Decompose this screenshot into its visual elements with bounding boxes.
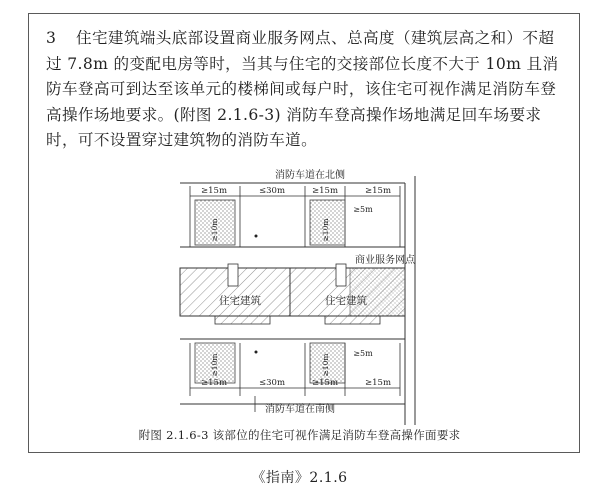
building-label-2: 住宅建筑: [325, 295, 367, 307]
dim-15m-bottom-3: ≥15m: [365, 378, 391, 388]
dim-10m-nw: ≥10m: [210, 218, 219, 242]
dim-5m-bottom: ≥5m: [353, 349, 373, 358]
clause-text: 住宅建筑端头底部设置商业服务网点、总高度（建筑层高之和）不超过 7.8m 的变配电房等时，当其与住宅的交接部位长度不大于 10m 且消防车登高可到达至该单元的楼梯间或每户时，该住宅可视作满足消防车登高操作场地要求。(附图 2.1.6-3) 消防车登高操作场地满足回车场要求时，可不设置穿过建筑物的消防车道。: [46, 29, 559, 150]
road-north-label: 消防车道在北侧: [275, 170, 345, 181]
stair-core-1: [228, 264, 238, 286]
dim-15m-bottom-2: ≥15m: [312, 378, 338, 388]
road-south-label: 消防车道在南侧: [265, 404, 335, 415]
dim-15m-bottom-1: ≥15m: [201, 378, 227, 388]
building-label-1: 住宅建筑: [219, 295, 261, 307]
marker-south: [255, 351, 258, 354]
shop-label: 商业服务网点: [355, 255, 415, 266]
dim-10m-se: ≥10m: [321, 353, 330, 377]
marker-north: [255, 235, 258, 238]
dim-10m-sw: ≥10m: [210, 353, 219, 377]
commercial-outlet: [350, 268, 405, 316]
page-footer-reference: 《指南》2.1.6: [251, 470, 348, 486]
dim-15m-top-3: ≥15m: [365, 186, 391, 196]
figure-caption: 附图 2.1.6-3 该部位的住宅可视作满足消防车登高操作面要求: [138, 428, 461, 442]
dim-15m-top-1: ≥15m: [201, 186, 227, 196]
stair-core-2: [336, 264, 346, 286]
dim-30m-bottom: ≤30m: [259, 378, 285, 388]
dim-15m-top-2: ≥15m: [312, 186, 338, 196]
clause-number: 3: [46, 29, 57, 47]
dim-5m-top: ≥5m: [353, 205, 373, 214]
dim-10m-ne: ≥10m: [321, 218, 330, 242]
dim-30m-top: ≤30m: [259, 186, 285, 196]
